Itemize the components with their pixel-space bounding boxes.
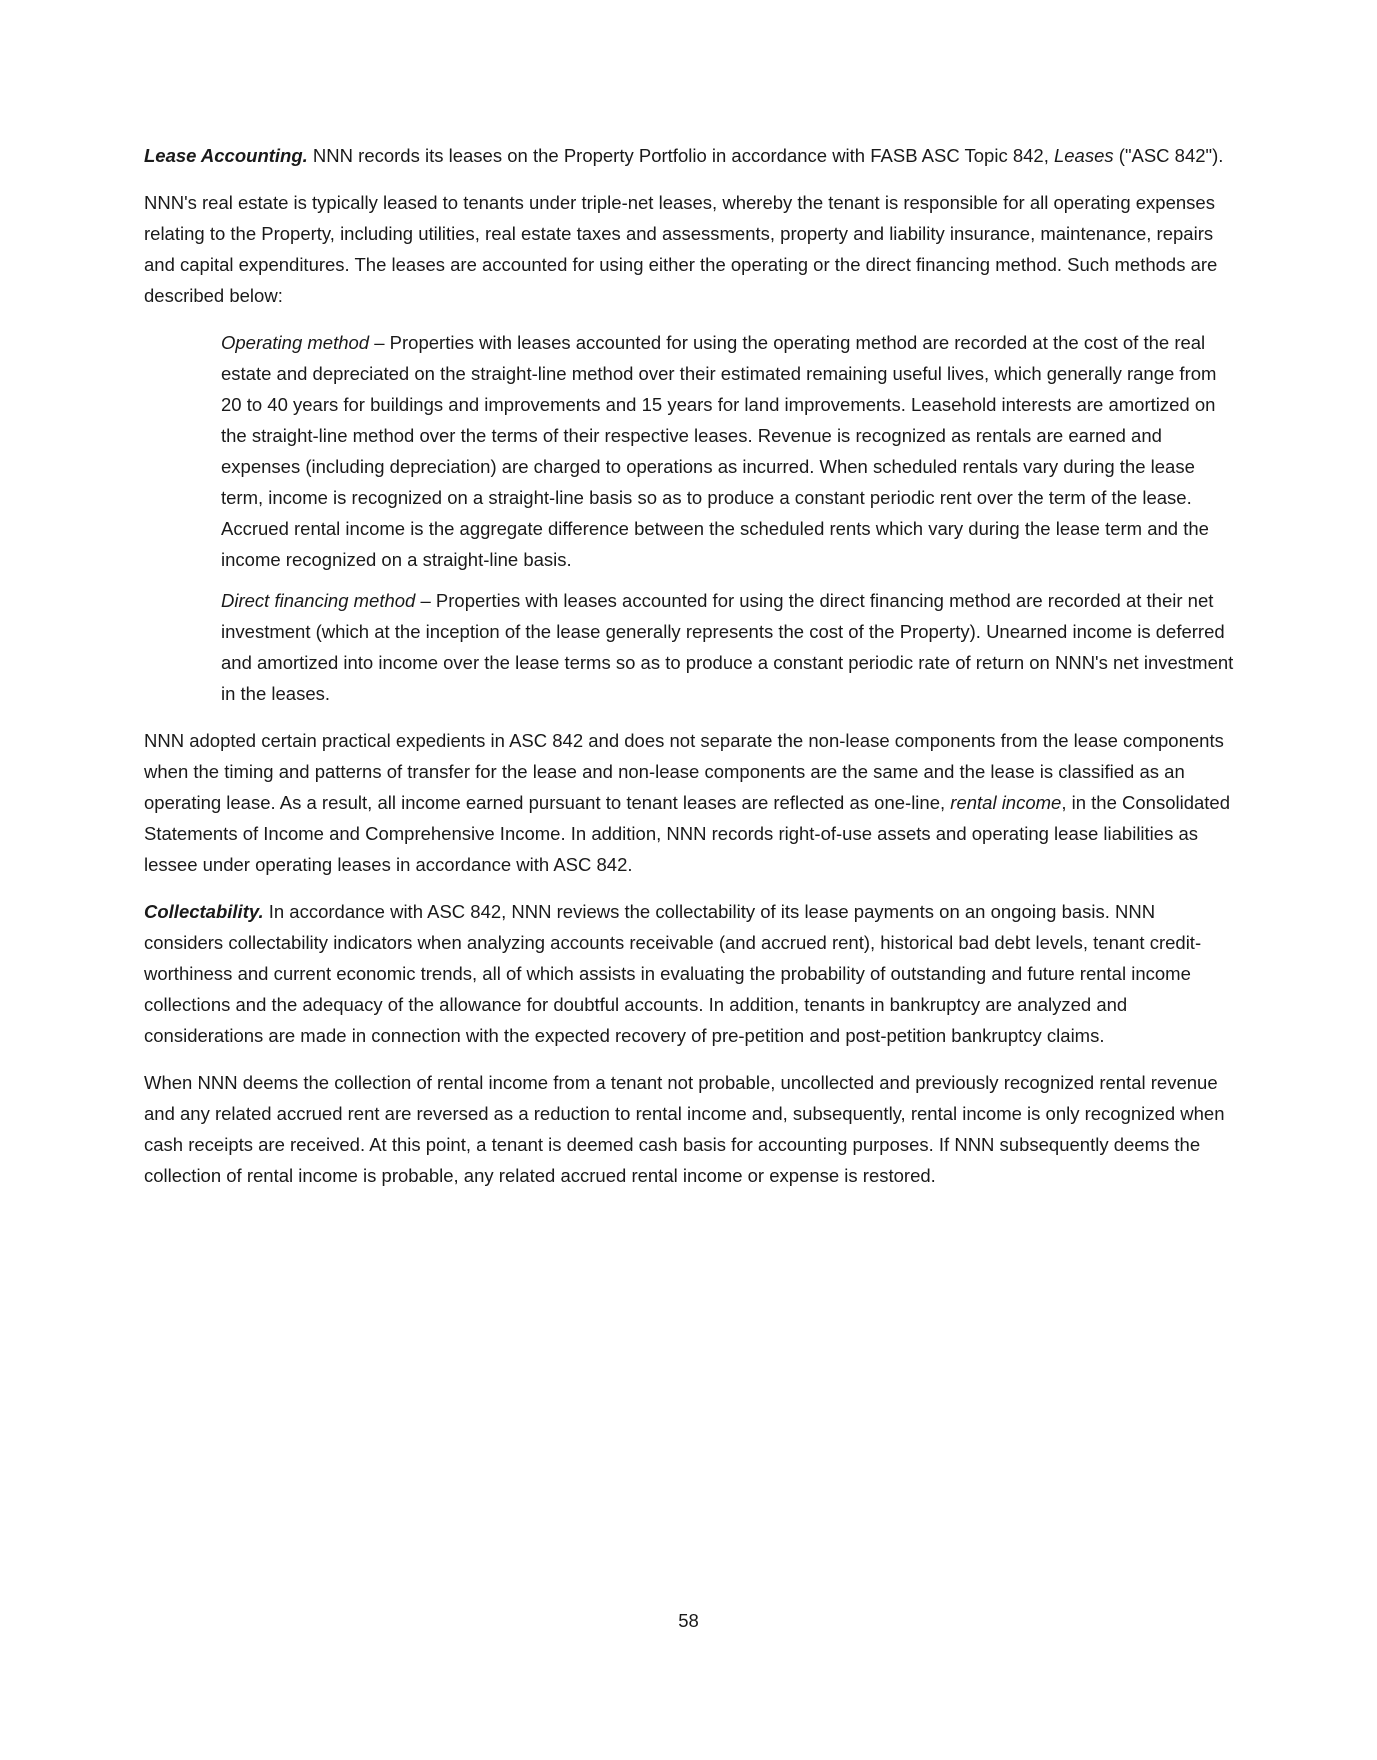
paragraph-practical-expedients [144,725,1234,880]
heading-collectability: Collectability. [144,901,264,922]
direct-financing-text: – Properties with leases accounted for using the direct financing method are recorded at their net investment (which at the inception of the lease generally represents the cost of the Property). Unearned income is deferred and amortized into income over the lease terms so as to produce a constant periodic rate of return on NNN's net investment in the leases. [221,590,1234,704]
rental-income-term: rental income [950,792,1062,813]
leases-term: Leases [1053,145,1114,166]
practical-expedients-text: NNN adopted certain practical expedients in ASC 842 and does not separate the non-lease components from the lease components when the timing and patterns of transfer for the lease and non-lease components are the same and the lease is classified as an operating lease. As a result, all income earned pursuant to tenant leases are reflected as one-line, [144,730,1224,813]
direct-financing-term: Direct financing method [221,590,416,611]
paragraph-operating-method [221,327,1234,575]
paragraph-direct-financing-method [221,585,1234,709]
paragraph-collectability [144,896,1234,1051]
operating-method-term: Operating method [221,332,370,353]
operating-method-text: – Properties with leases accounted for using the operating method are recorded at the cost of the real estate and depreciated on the straight-line method over their estimated remaining useful lives, which generally range from 20 to 40 years for buildings and improvements and 15 years for land improvements. Leasehold interests are amortized on the straight-line method over the terms of their respective leases. Revenue is recognized as rentals are earned and expenses (including depreciation) are charged to operations as incurred. When scheduled rentals vary during the lease term, income is recognized on a straight-line basis so as to produce a constant periodic rent over the term of the lease. Accrued rental income is the aggregate difference between the scheduled rents which vary during the lease term and the income recognized on a straight-line basis. [221,332,1217,570]
heading-lease-accounting: Lease Accounting. [144,145,308,166]
lease-accounting-text-end: ("ASC 842"). [1113,145,1224,166]
document-body [144,140,1234,1207]
collectability-text: In accordance with ASC 842, NNN reviews the collectability of its lease payments on an ongoing basis. NNN considers collectability indicators when analyzing accounts receivable (and accrued rent), historical bad debt levels, tenant credit-worthiness and current economic trends, all of which assists in evaluating the probability of outstanding and future rental income collections and the adequacy of the allowance for doubtful accounts. In addition, tenants in bankruptcy are analyzed and considerations are made in connection with the expected recovery of pre-petition and post-petition bankruptcy claims. [144,901,1202,1046]
paragraph-lease-accounting [144,140,1234,171]
practical-expedients-text-end: , in the Consolidated Statements of Income and Comprehensive Income. In addition, NNN records right-of-use assets and operating lease liabilities as lessee under operating leases in accordance with ASC 842. [144,792,1231,875]
paragraph-triple-net: NNN's real estate is typically leased to tenants under triple-net leases, whereby the tenant is responsible for all operating expenses relating to the Property, including utilities, real estate taxes and assessments, property and liability insurance, maintenance, repairs and capital expenditures. The leases are accounted for using either the operating or the direct financing method. Such methods are described below: [144,192,1218,306]
page-number: 58 [678,1610,699,1631]
paragraph-cash-basis: When NNN deems the collection of rental income from a tenant not probable, uncollected and previously recognized rental revenue and any related accrued rent are reversed as a reduction to rental income and, subsequently, rental income is only recognized when cash receipts are received. At this point, a tenant is deemed cash basis for accounting purposes. If NNN subsequently deems the collection of rental income is probable, any related accrued rental income or expense is restored. [144,1072,1225,1186]
lease-accounting-text: NNN records its leases on the Property Portfolio in accordance with FASB ASC Topic 842, [307,145,1054,166]
